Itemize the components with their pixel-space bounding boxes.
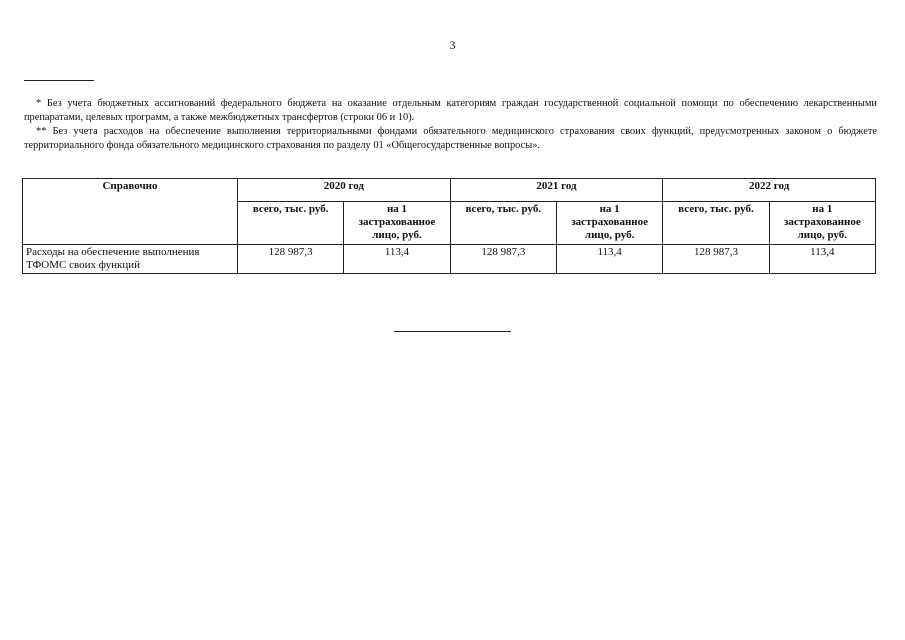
header-year-2020: 2020 год <box>238 179 451 202</box>
subheader-per-person: на 1 застрахованное лицо, руб. <box>556 202 662 245</box>
subheader-per-person: на 1 застрахованное лицо, руб. <box>769 202 875 245</box>
table-row <box>23 245 876 274</box>
cell-2020-per-person: 113,4 <box>344 245 450 274</box>
header-year-2021: 2021 год <box>450 179 663 202</box>
footnote-separator <box>24 80 94 81</box>
cell-2021-total: 128 987,3 <box>450 245 556 274</box>
row-label: Расходы на обеспечение выполнения ТФОМС своих функций <box>23 245 238 274</box>
header-year-2022: 2022 год <box>663 179 876 202</box>
footnote-1: * Без учета бюджетных ассигнований федерального бюджета на оказание отдельным категориям граждан государственной социальной помощи по обеспечению лекарственными препаратами, целевых программ, а также межбюджетных трансфертов (строки 06 и 10). <box>24 98 877 123</box>
reference-table <box>22 178 876 274</box>
subheader-total: всего, тыс. руб. <box>238 202 344 245</box>
table-header-row <box>23 179 876 202</box>
footnotes <box>24 97 877 153</box>
end-rule <box>394 331 511 332</box>
page-number: 3 <box>449 38 456 52</box>
header-reference: Справочно <box>23 179 238 245</box>
subheader-total: всего, тыс. руб. <box>663 202 769 245</box>
subheader-total: всего, тыс. руб. <box>450 202 556 245</box>
cell-2022-total: 128 987,3 <box>663 245 769 274</box>
cell-2021-per-person: 113,4 <box>556 245 662 274</box>
footnote-2: ** Без учета расходов на обеспечение выполнения территориальными фондами обязательного медицинского страхования своих функций, предусмотренных законом о бюджете территориального фонда обязательного медицинского страхования по разделу 01 «Общегосударственные вопросы». <box>24 126 877 151</box>
subheader-per-person: на 1 застрахованное лицо, руб. <box>344 202 450 245</box>
cell-2022-per-person: 113,4 <box>769 245 875 274</box>
cell-2020-total: 128 987,3 <box>238 245 344 274</box>
